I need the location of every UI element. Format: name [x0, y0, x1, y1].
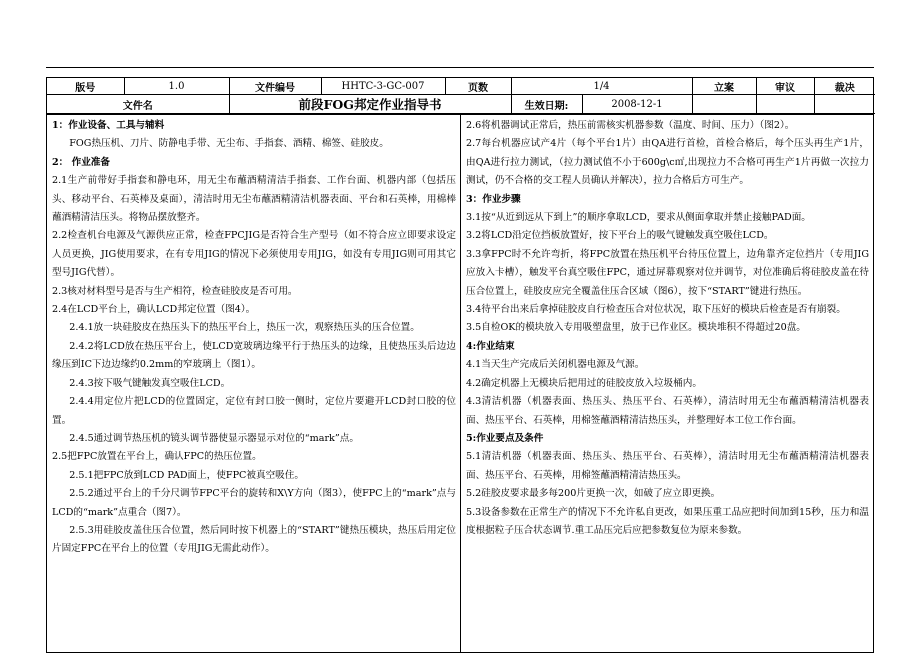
paragraph: 2.4.4用定位片把LCD的位置固定，定位有封口胶一侧时，定位片要避开LCD封口胶的位置。 — [52, 396, 456, 426]
filename-value: 前段FOG邦定作业指导书 — [229, 95, 511, 114]
paragraph: 2.2检查机台电源及气源供应正常，检查FPCJIG是否符合生产型号（如不符合应立即要求设定人员更换，JIG使用要求，在有专用JIG的情况下必须使用专用JIG，如没有专用JIG则可用其它型号JIG代替）。 — [52, 230, 456, 279]
approve-label: 裁决 — [814, 78, 875, 95]
header-row-2 — [47, 95, 875, 114]
section-heading: 2： 作业准备 — [52, 156, 110, 168]
docno-value: HHTC-3-GC-007 — [321, 78, 445, 95]
version-value: 1.0 — [124, 78, 229, 95]
effective-cell — [511, 95, 692, 114]
review-label: 审议 — [756, 78, 814, 95]
top-rule — [46, 67, 874, 68]
page-label: 页数 — [445, 78, 511, 95]
effective-label: 生效日期: — [512, 95, 583, 113]
paragraph: 2.6将机器调试正常后，热压前需核实机器参数（温度、时间、压力）（图2）。 — [466, 120, 795, 131]
paragraph: 2.5把FPC放置在平台上，确认FPC的热压位置。 — [52, 451, 262, 463]
paragraph: 2.4在LCD平台上，确认LCD邦定位置（图4）。 — [52, 304, 256, 316]
section-heading: 4:作业结束 — [466, 340, 515, 352]
header-table — [47, 78, 875, 114]
right-column — [461, 115, 873, 652]
paragraph: 2.4.5通过调节热压机的镜头调节器使显示器显示对位的“mark”点。 — [69, 432, 359, 444]
header-row-1 — [47, 78, 875, 95]
paragraph: 2.4.2将LCD放在热压平台上，使LCD宽玻璃边缘平行于热压头的边缘，且使热压头后边边缘压到IC下边边缘约0.2mm的窄玻璃上（图1）。 — [52, 340, 456, 371]
paragraph: 5.2硅胶皮要求最多每200片更换一次，如破了应立即更换。 — [466, 488, 721, 500]
paragraph: 2.5.2通过平台上的千分尺调节FPC平台的旋转和X\Y方向（图3），使FPC上的“mark”点与LCD的“mark”点重合（图7）。 — [52, 488, 456, 518]
page-value: 1/4 — [511, 78, 692, 95]
paragraph: 3.1按“从近到远从下到上”的顺序拿取LCD，要求从侧面拿取并禁止接触PAD面。 — [466, 212, 811, 224]
paragraph: 2.7每台机器应试产4片（每个平台1片）由QA进行首检，首检合格后，每个压头再生产1片，由QA进行拉力测试，（拉力测试值不小于600g\c㎡,出现拉力不合格可再生产1片再做一次拉力测试，仍不合格的交工程人员确认并解决），拉力合格后方可生产。 — [466, 138, 869, 187]
approve-sign-cell — [814, 95, 875, 114]
paragraph: 2.3核对材料型号是否与生产相符，检查硅胶皮是否可用。 — [52, 285, 298, 297]
filename-label: 文件名 — [47, 95, 229, 114]
section-heading: 1：作业设备、工具与辅料 — [52, 120, 165, 131]
review-sign-cell — [756, 95, 814, 114]
document-frame — [46, 77, 874, 653]
paragraph: 5.1清洁机器（机器表面、热压头、热压平台、石英棒），清洁时用无尘布蘸酒精清洁机器表面、热压平台、石英棒，用棉签蘸酒精清洁热压头。 — [466, 451, 869, 481]
left-column — [47, 115, 461, 652]
paragraph: 2.5.3用硅胶皮盖住压合位置，然后同时按下机器上的“START”键热压模块，热压后用定位片固定FPC在平台上的位置（专用JIG无需此动作）。 — [52, 524, 456, 555]
paragraph: 4.1当天生产完成后关闭机器电源及气源。 — [466, 359, 645, 371]
paragraph: 2.1生产前带好手指套和静电环，用无尘布蘸酒精清洁手指套、工作台面、机器内部（包括压头、移动平台、石英棒及桌面），清洁时用无尘布蘸酒精清洁机器表面、平台和石英棒，用棉棒蘸酒精清洁压头。将物品摆放整齐。 — [52, 175, 456, 224]
paragraph: 3.4待平台出来后拿掉硅胶皮自行检查压合对位状况，取下压好的模块后检查是否有崩裂。 — [466, 304, 846, 316]
draft-sign-cell — [692, 95, 756, 114]
paragraph: 3.3拿FPC时不允许弯折，将FPC放置在热压机平台待压位置上，边角靠齐定位挡片（专用JIG应放入卡槽），触发平台真空吸住FPC，通过屏幕观察对位并调节，对位准确后将硅胶皮盖在待压合位置上，硅胶皮应完全覆盖住压合区域（图6），按下“START”键进行热压。 — [466, 248, 869, 297]
docno-label: 文件编号 — [229, 78, 321, 95]
effective-value: 2008-12-1 — [611, 98, 663, 110]
paragraph: 3.2将LCD沿定位挡板放置好，按下平台上的吸气键触发真空吸住LCD。 — [466, 230, 774, 242]
section-heading: 3：作业步骤 — [466, 193, 521, 205]
paragraph: 2.4.1放一块硅胶皮在热压头下的热压平台上，热压一次，观察热压头的压合位置。 — [69, 322, 420, 334]
content-area — [47, 114, 873, 652]
paragraph: 4.2确定机器上无模块后把用过的硅胶皮放入垃圾桶内。 — [466, 377, 702, 389]
paragraph: FOG热压机、刀片、防静电手带、无尘布、手指套、酒精、棉签、硅胶皮。 — [69, 138, 389, 150]
version-label: 版号 — [47, 78, 124, 95]
paragraph: 4.3清洁机器（机器表面、热压头、热压平台、石英棒），清洁时用无尘布蘸酒精清洁机器表面、热压平台、石英棒，用棉签蘸酒精清洁热压头，并整理好本工位工作台面。 — [466, 396, 869, 426]
paragraph: 5.3设备参数在正常生产的情况下不允许私自更改，如果压重工品应把时间加到15秒，压力和温度根据粒子压合状态调节.重工品压完后应把参数复位为原来参数。 — [466, 506, 869, 536]
paragraph: 3.5自检OK的模块放入专用吸塑盘里，放于已作业区。模块堆积不得超过20盘。 — [466, 322, 806, 334]
paragraph: 2.5.1把FPC放到LCD PAD面上，使FPC被真空吸住。 — [69, 469, 304, 481]
draft-label: 立案 — [692, 78, 756, 95]
paragraph: 2.4.3按下吸气键触发真空吸住LCD。 — [69, 377, 231, 389]
section-heading: 5:作业要点及条件 — [466, 432, 544, 444]
